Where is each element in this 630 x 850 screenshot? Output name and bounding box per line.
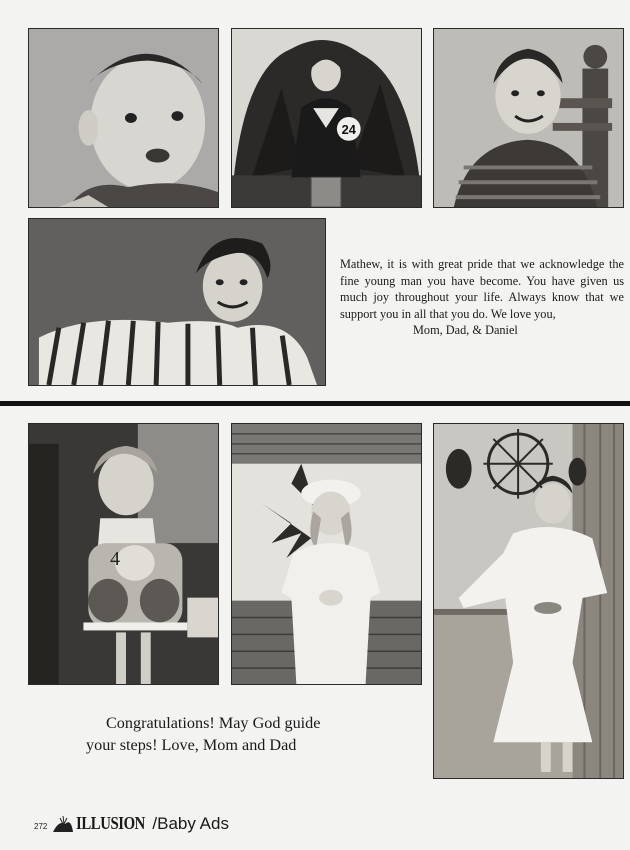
section-divider xyxy=(0,401,630,406)
cake-number: 4 xyxy=(110,547,121,570)
photo-boy-jersey xyxy=(231,28,422,208)
page-number: 272 xyxy=(34,822,48,831)
illusion-logo-icon xyxy=(51,814,75,834)
ad-one-message xyxy=(340,256,624,339)
page-footer xyxy=(34,810,229,834)
ad-one-message-text: Mathew, it is with great pride that we acknowledge the fine young man you have become. You have given us much joy throughout your life. Always know that we support you in all that you do. We love you, xyxy=(340,257,624,321)
publication-name: ILLUSION xyxy=(76,813,146,833)
photo-baby-portrait xyxy=(28,28,219,208)
section-label: /Baby Ads xyxy=(152,814,229,833)
ad-two-message-line1: Congratulations! May God guide xyxy=(106,714,321,732)
ad-two-message-line2: your steps! Love, Mom and Dad xyxy=(86,736,297,754)
photo-girl-cake xyxy=(28,423,219,685)
photo-girl-hat xyxy=(231,423,422,685)
ad-two-message xyxy=(86,712,386,756)
ad-one-signature: Mom, Dad, & Daniel xyxy=(413,323,518,338)
photo-boy-chair xyxy=(433,28,624,208)
photo-young-man xyxy=(28,218,326,386)
jersey-number: 24 xyxy=(341,121,356,137)
photo-girl-dress xyxy=(433,423,624,779)
